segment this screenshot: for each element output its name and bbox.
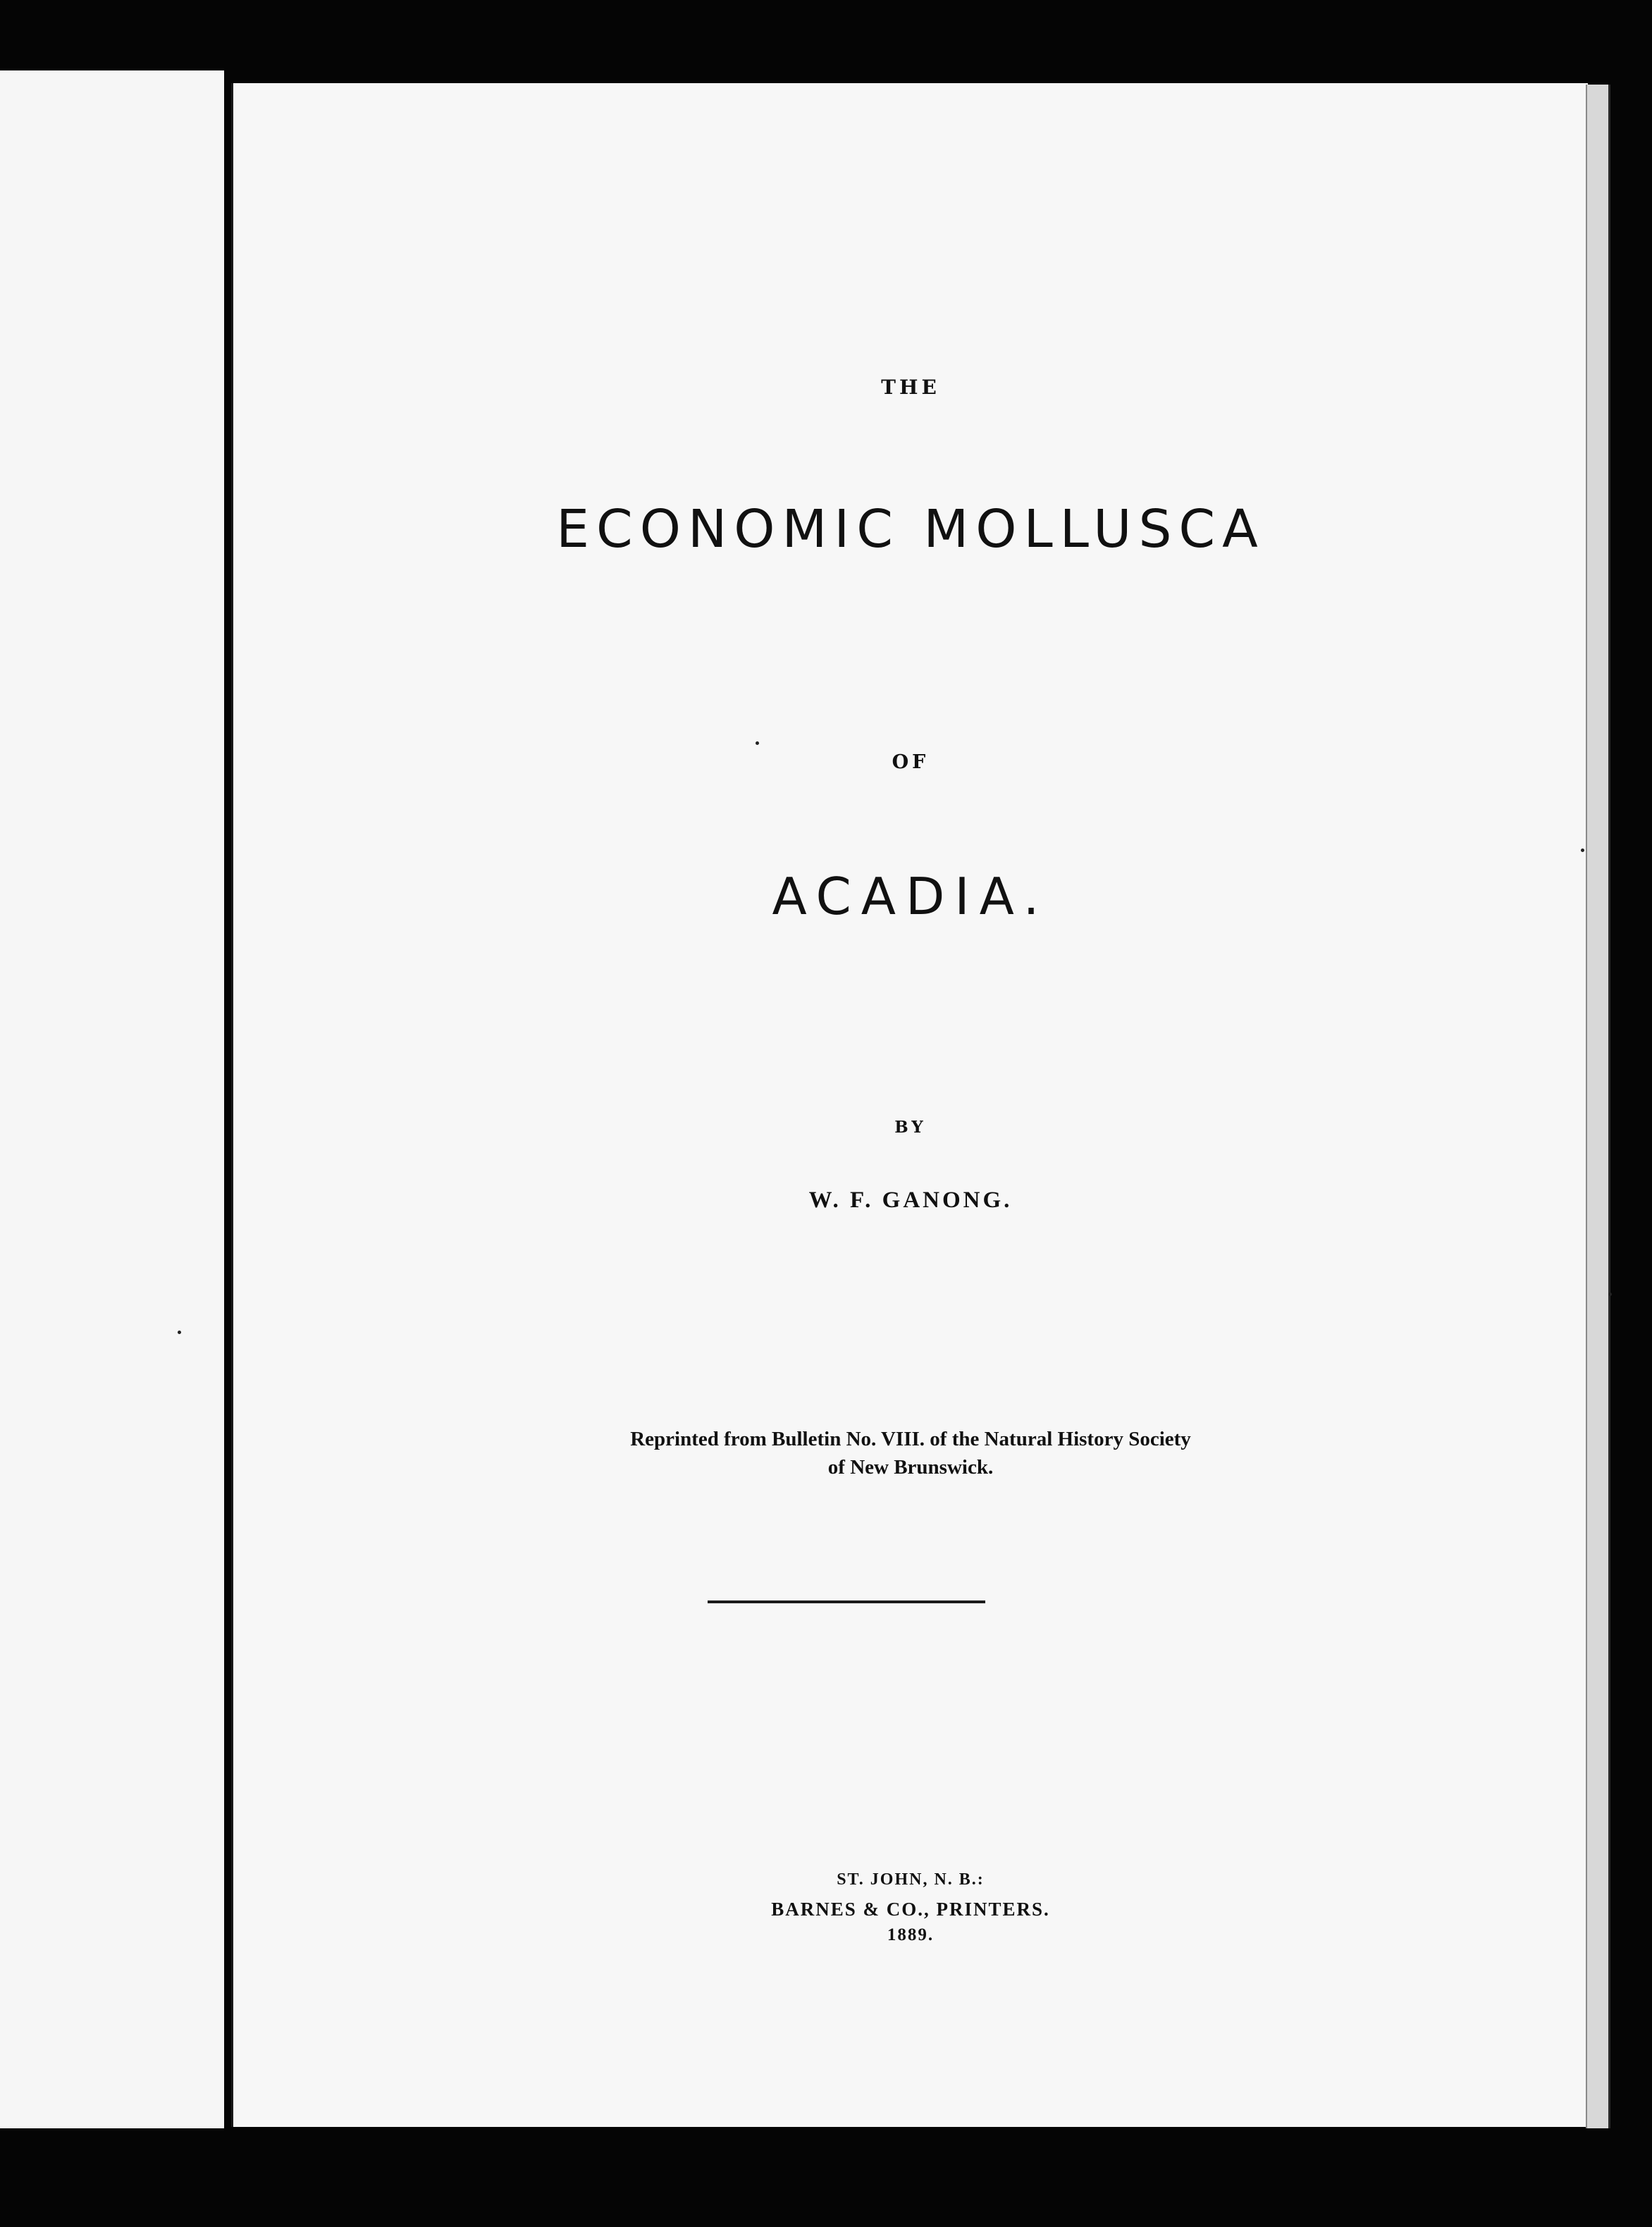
imprint-printer: BARNES & CO., PRINTERS. [771, 1899, 1050, 1920]
subject-title: ACADIA. [772, 867, 1049, 926]
imprint-place: ST. JOHN, N. B.: [837, 1870, 985, 1889]
left-page-leaf [0, 70, 224, 2128]
imprint-year: 1889. [887, 1925, 935, 1944]
title-page [231, 83, 1588, 2127]
title-preposition-of: OF [892, 751, 930, 773]
paper-speck [1581, 849, 1584, 852]
byline-label: BY [894, 1118, 927, 1137]
reprint-note-line-1: Reprinted from Bulletin No. VIII. of the Natural History Society [630, 1428, 1191, 1450]
title-prefix-the: THE [881, 376, 940, 399]
page-edge-shadow [1586, 85, 1610, 2128]
decorative-rule [708, 1600, 985, 1603]
author-name: W. F. GANONG. [808, 1187, 1013, 1213]
reprint-note-line-2: of New Brunswick. [827, 1456, 994, 1479]
main-title: ECONOMIC MOLLUSCA [556, 499, 1265, 560]
paper-speck [1608, 1293, 1612, 1296]
paper-speck [756, 741, 759, 745]
paper-speck [178, 1331, 181, 1334]
